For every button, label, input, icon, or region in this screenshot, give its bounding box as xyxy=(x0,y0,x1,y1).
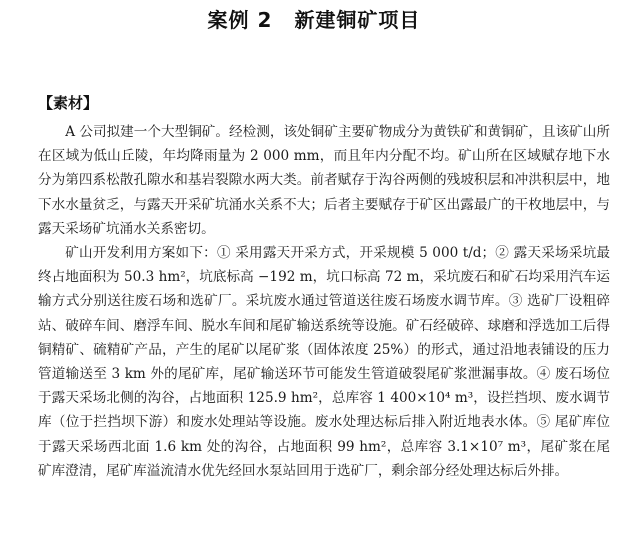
paragraph-1: A 公司拟建一个大型铜矿。经检测，该处铜矿主要矿物成分为黄铁矿和黄铜矿，且该矿山所在区域为低山丘陵，年均降雨量为 2 000 mm，而且年内分配不均。矿山所在区域赋存地下水分为第四系松散孔隙水和基岩裂隙水两大类。前者赋存于沟谷两侧的残坡积层和冲洪积层中，地下水水量贫乏，与露天开采矿坑涌水关系不大；后者主要赋存于矿区出露最广的干枚地层中，与露天采场矿坑涌水关系密切。 xyxy=(38,124,610,237)
case-title: 新建铜矿项目 xyxy=(294,8,421,32)
paragraph-2: 矿山开发利用方案如下：① 采用露天开采方式，开采规模 5 000 t/d；② 露天采场采坑最终占地面积为 50.3 hm²，坑底标高 −192 m，坑口标高 72 m，采坑废石和矿石均采用汽车运输方式分别送往废石场和选矿厂。采坑废水通过管道送往废石场废水调节库。③ 选矿厂设粗碎站、破碎车间、磨浮车间、脱水车间和尾矿输送系统等设施。矿石经破碎、球磨和浮选加工后得铜精矿、硫精矿产品，产生的尾矿以尾矿浆（固体浓度 25%）的形式，通过沿地表铺设的压力管道输送至 3 km 外的尾矿库，尾矿输送环节可能发生管道破裂尾矿浆泄漏事故。④ 废石场位于露天采场北侧的沟谷，占地面积 125.9 hm²，总库容 1 400×10⁴ m³，设拦挡坝、废水调节库（位于拦挡坝下游）和废水处理站等设施。废水处理达标后排入附近地表水体。⑤ 尾矿库位于露天采场西北面 1.6 km 处的沟谷，占地面积 99 hm²，总库容 3.1×10⁷ m³，尾矿浆在尾矿库澄清，尾矿库溢流清水优先经回水泵站回用于选矿厂，剩余部分经处理达标后外排。 xyxy=(38,245,610,479)
section-heading: 【素材】 xyxy=(38,94,99,112)
material-body xyxy=(38,120,610,483)
case-label: 案例 2 xyxy=(207,8,273,32)
page-title xyxy=(0,4,628,33)
